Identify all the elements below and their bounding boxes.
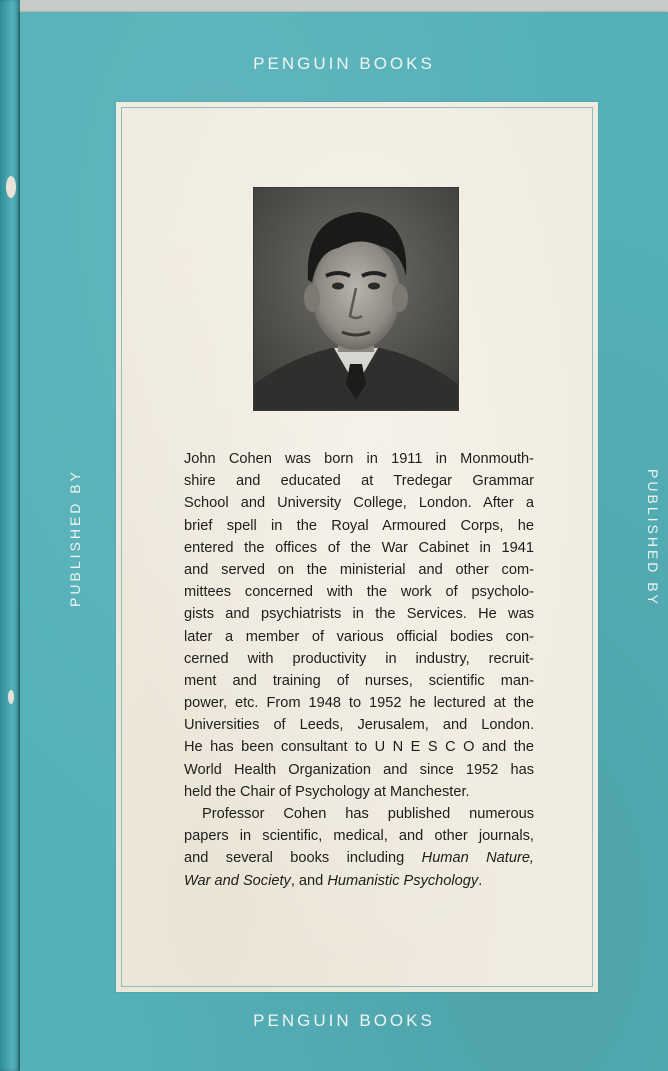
author-portrait [254, 188, 458, 410]
bio-line [184, 870, 534, 892]
bio-line: World Health Organization and since 1952 has [184, 761, 534, 778]
bio-line: brief spell in the Royal Armoured Corps, he [184, 517, 534, 534]
wear-mark [8, 690, 14, 704]
portrait-icon [254, 188, 458, 410]
bio-line: John Cohen was born in 1911 in Monmouth- [184, 451, 534, 467]
bio-line: Professor Cohen has published numerous [202, 806, 534, 822]
book-title-war-and-society: War and Society [184, 872, 291, 889]
bio-line: papers in scientific, medical, and other journals, [184, 828, 534, 845]
brand-top: PENGUIN BOOKS [253, 54, 435, 73]
brand-bottom: PENGUIN BOOKS [253, 1011, 435, 1030]
bio-line: held the Chair of Psychology at Manchester. [184, 783, 470, 800]
side-text-right: PUBLISHED BY [645, 469, 661, 607]
bio-line: and served on the ministerial and other com- [184, 561, 534, 578]
bio-line [184, 847, 534, 869]
bio-line: shire and educated at Tredegar Grammar [184, 473, 534, 490]
back-cover [20, 12, 668, 1071]
book-title-human-nature: Human Nature, [421, 850, 534, 867]
bio-line: mittees concerned with the work of psycholo- [184, 584, 534, 601]
bio-text: , and [290, 872, 328, 889]
bio-line: gists and psychiatrists in the Services. He was [184, 606, 534, 623]
bio-line: School and University College, London. After a [184, 495, 534, 512]
bio-line: later a member of various official bodies con- [184, 628, 534, 645]
bio-panel [116, 102, 598, 992]
author-biography [184, 448, 534, 892]
wear-mark [6, 176, 16, 198]
bio-line: entered the offices of the War Cabinet in 1941 [184, 539, 534, 556]
bio-text: and several books including [184, 850, 422, 867]
spine-edge [0, 0, 20, 1071]
bio-text: . [478, 872, 483, 889]
side-text-left: PUBLISHED BY [67, 469, 83, 607]
bio-line: He has been consultant to U N E S C O and the [184, 739, 534, 756]
bio-line: cerned with productivity in industry, recruit- [184, 650, 534, 667]
bio-line: ment and training of nurses, scientific man- [184, 672, 534, 689]
bio-line: Universities of Leeds, Jerusalem, and London. [184, 717, 534, 734]
book-title-humanistic-psychology: Humanistic Psychology [327, 872, 479, 889]
bio-line: power, etc. From 1948 to 1952 he lectured at the [184, 695, 534, 712]
top-edge [0, 0, 668, 12]
